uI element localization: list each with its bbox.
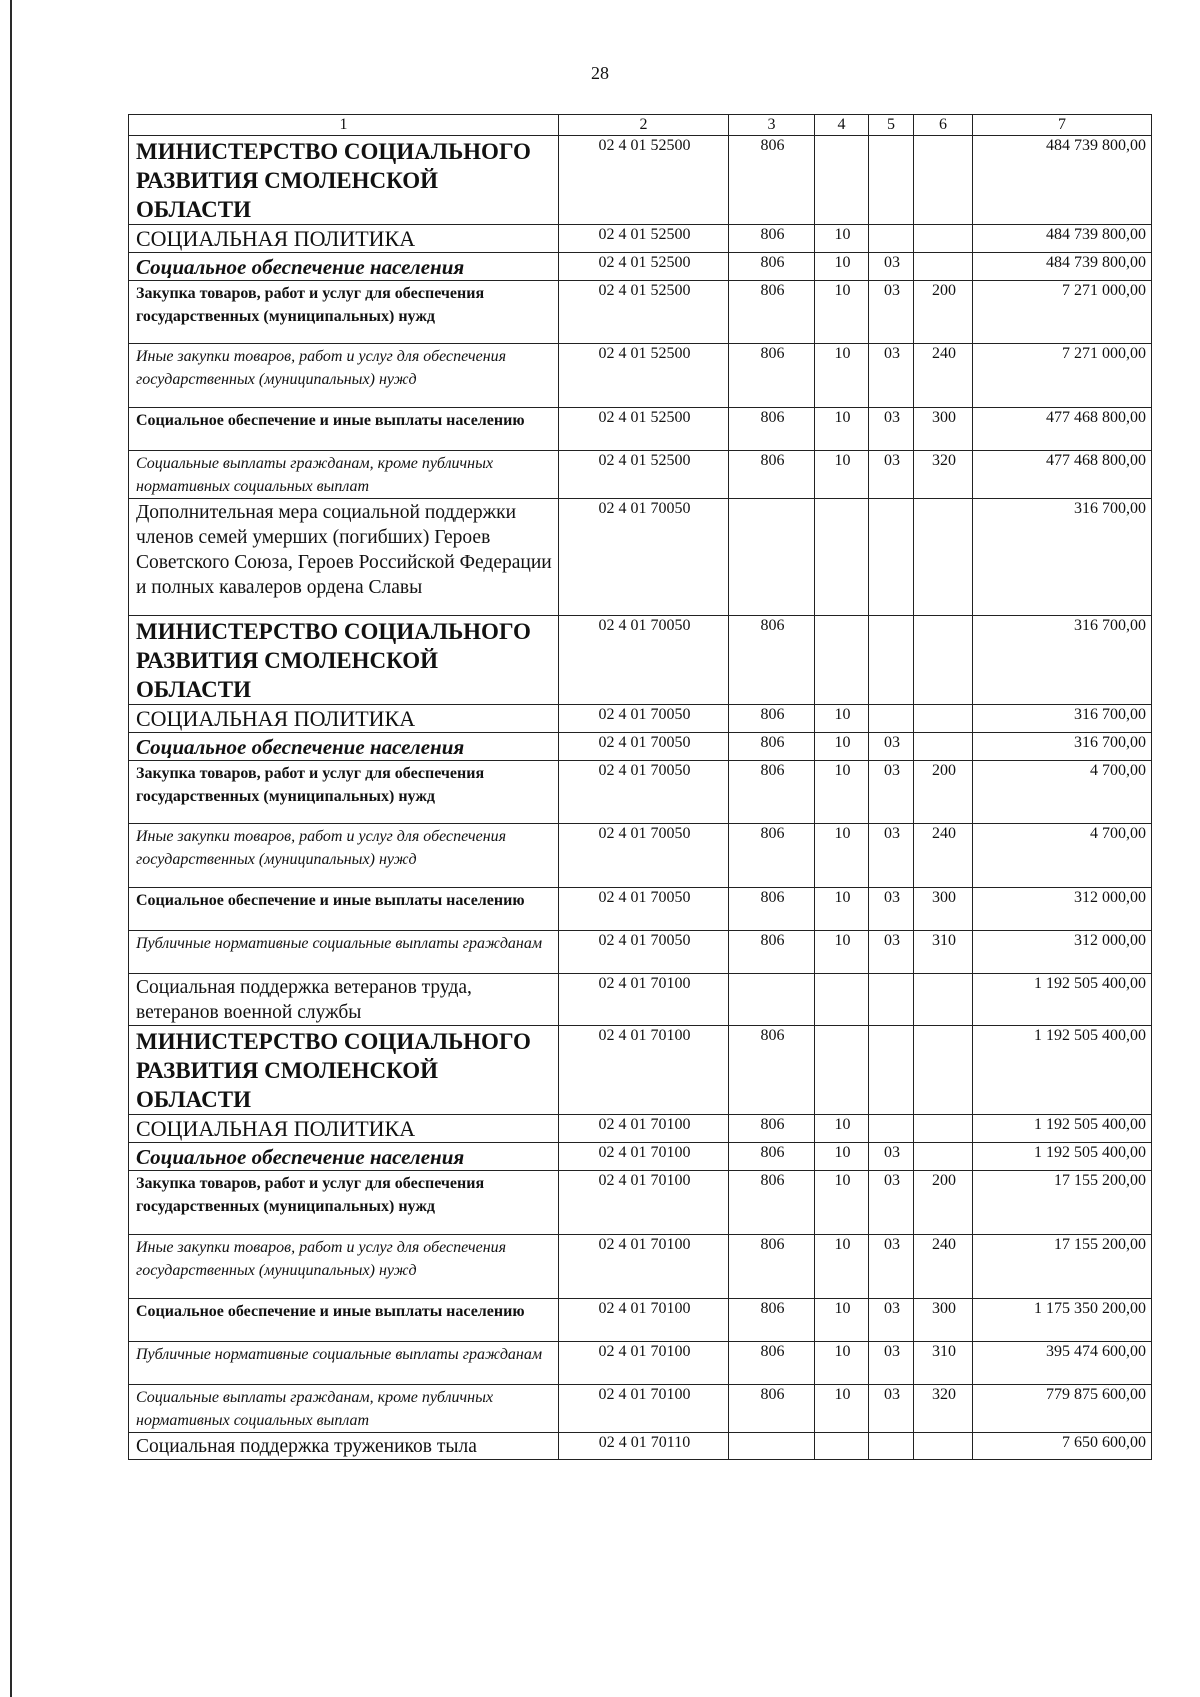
table-row (129, 931, 1152, 974)
row-section-cell: 10 (815, 733, 869, 761)
row-section-cell: 10 (815, 1385, 869, 1433)
row-expense-type-cell: 240 (914, 1235, 973, 1299)
row-subsection-cell (869, 1026, 914, 1115)
row-name-cell (129, 1235, 559, 1299)
table-row (129, 499, 1152, 616)
row-amount-cell: 17 155 200,00 (973, 1171, 1152, 1235)
table-row (129, 705, 1152, 733)
row-name-text: МИНИСТЕРСТВО СОЦИАЛЬНОГО РАЗВИТИЯ СМОЛЕНСКОЙ ОБЛАСТИ (136, 1029, 531, 1112)
row-section-cell: 10 (815, 451, 869, 499)
row-name-cell (129, 499, 559, 616)
header-row (129, 115, 1152, 136)
row-subsection-cell (869, 499, 914, 616)
row-subsection-cell: 03 (869, 451, 914, 499)
row-name-text: Социальная поддержка ветеранов труда, ветеранов военной службы (136, 977, 472, 1023)
row-section-cell (815, 1433, 869, 1460)
row-expense-type-cell: 240 (914, 344, 973, 408)
row-expense-type-cell: 320 (914, 451, 973, 499)
row-ministry-code-cell: 806 (729, 733, 815, 761)
row-name-cell (129, 705, 559, 733)
row-name-cell (129, 974, 559, 1026)
row-amount-cell: 7 271 000,00 (973, 344, 1152, 408)
row-target-code-cell: 02 4 01 70050 (559, 824, 729, 888)
row-name-cell (129, 1171, 559, 1235)
row-target-code-cell: 02 4 01 52500 (559, 408, 729, 451)
table-row (129, 451, 1152, 499)
table-row (129, 136, 1152, 225)
row-ministry-code-cell: 806 (729, 1342, 815, 1385)
row-expense-type-cell (914, 733, 973, 761)
row-ministry-code-cell (729, 974, 815, 1026)
row-amount-cell: 316 700,00 (973, 705, 1152, 733)
row-name-text: Социальное обеспечение и иные выплаты населению (136, 892, 525, 909)
row-expense-type-cell: 320 (914, 1385, 973, 1433)
row-ministry-code-cell: 806 (729, 1299, 815, 1342)
row-section-cell: 10 (815, 1235, 869, 1299)
row-section-cell: 10 (815, 1171, 869, 1235)
row-ministry-code-cell: 806 (729, 1026, 815, 1115)
row-ministry-code-cell: 806 (729, 344, 815, 408)
row-subsection-cell: 03 (869, 931, 914, 974)
row-section-cell: 10 (815, 761, 869, 824)
row-expense-type-cell (914, 1026, 973, 1115)
row-section-cell (815, 136, 869, 225)
row-amount-cell: 477 468 800,00 (973, 451, 1152, 499)
row-name-text: Дополнительная мера социальной поддержки членов семей умерших (погибших) Героев Советского Союза, Героев Российской Федерации и полных кавалеров ордена Славы (136, 502, 552, 598)
row-subsection-cell (869, 1115, 914, 1143)
row-target-code-cell: 02 4 01 70100 (559, 1115, 729, 1143)
column-header-2: 2 (559, 115, 729, 136)
row-expense-type-cell (914, 974, 973, 1026)
row-section-cell (815, 499, 869, 616)
table-header (129, 115, 1152, 136)
row-amount-cell: 7 271 000,00 (973, 281, 1152, 344)
row-name-text: Иные закупки товаров, работ и услуг для обеспечения государственных (муниципальных) нужд (136, 348, 507, 388)
row-expense-type-cell (914, 616, 973, 705)
row-ministry-code-cell: 806 (729, 136, 815, 225)
row-amount-cell: 1 175 350 200,00 (973, 1299, 1152, 1342)
row-expense-type-cell (914, 136, 973, 225)
row-amount-cell: 312 000,00 (973, 888, 1152, 931)
column-header-3: 3 (729, 115, 815, 136)
row-target-code-cell: 02 4 01 70100 (559, 1026, 729, 1115)
row-name-text: Социальное обеспечение населения (136, 1145, 465, 1169)
row-name-cell (129, 253, 559, 281)
row-subsection-cell (869, 1433, 914, 1460)
row-subsection-cell: 03 (869, 733, 914, 761)
table-row (129, 1026, 1152, 1115)
row-target-code-cell: 02 4 01 70050 (559, 499, 729, 616)
row-expense-type-cell (914, 253, 973, 281)
row-expense-type-cell: 310 (914, 1342, 973, 1385)
row-amount-cell: 316 700,00 (973, 499, 1152, 616)
row-name-text: СОЦИАЛЬНАЯ ПОЛИТИКА (136, 1116, 416, 1141)
row-subsection-cell (869, 225, 914, 253)
row-ministry-code-cell: 806 (729, 408, 815, 451)
row-name-cell (129, 824, 559, 888)
row-target-code-cell: 02 4 01 52500 (559, 344, 729, 408)
table-row (129, 616, 1152, 705)
row-target-code-cell: 02 4 01 70100 (559, 1299, 729, 1342)
row-name-text: Социальные выплаты гражданам, кроме публичных нормативных социальных выплат (136, 455, 494, 495)
row-ministry-code-cell: 806 (729, 888, 815, 931)
row-section-cell: 10 (815, 1115, 869, 1143)
row-subsection-cell: 03 (869, 761, 914, 824)
row-subsection-cell: 03 (869, 408, 914, 451)
row-amount-cell: 1 192 505 400,00 (973, 1143, 1152, 1171)
table-row (129, 225, 1152, 253)
row-section-cell: 10 (815, 1342, 869, 1385)
row-name-cell (129, 761, 559, 824)
row-amount-cell: 484 739 800,00 (973, 136, 1152, 225)
row-amount-cell: 1 192 505 400,00 (973, 1115, 1152, 1143)
table-row (129, 1385, 1152, 1433)
row-section-cell (815, 616, 869, 705)
table-row (129, 733, 1152, 761)
row-ministry-code-cell: 806 (729, 824, 815, 888)
row-target-code-cell: 02 4 01 70050 (559, 888, 729, 931)
row-section-cell: 10 (815, 1143, 869, 1171)
row-expense-type-cell (914, 225, 973, 253)
row-name-cell (129, 616, 559, 705)
table-row (129, 1235, 1152, 1299)
row-subsection-cell: 03 (869, 344, 914, 408)
row-ministry-code-cell: 806 (729, 705, 815, 733)
row-name-text: Публичные нормативные социальные выплаты гражданам (136, 935, 543, 952)
row-name-cell (129, 931, 559, 974)
row-subsection-cell: 03 (869, 824, 914, 888)
column-header-7: 7 (973, 115, 1152, 136)
row-section-cell: 10 (815, 824, 869, 888)
row-section-cell: 10 (815, 931, 869, 974)
table-row (129, 1171, 1152, 1235)
column-header-6: 6 (914, 115, 973, 136)
row-name-cell (129, 1026, 559, 1115)
row-section-cell: 10 (815, 281, 869, 344)
row-name-text: Социальная поддержка тружеников тыла (136, 1436, 477, 1457)
row-amount-cell: 477 468 800,00 (973, 408, 1152, 451)
row-amount-cell: 17 155 200,00 (973, 1235, 1152, 1299)
row-name-text: Социальное обеспечение населения (136, 255, 465, 279)
page-number: 28 (591, 63, 609, 83)
table-row (129, 1143, 1152, 1171)
table-row (129, 1115, 1152, 1143)
row-name-text: Иные закупки товаров, работ и услуг для обеспечения государственных (муниципальных) нужд (136, 828, 507, 868)
row-name-cell (129, 1143, 559, 1171)
row-target-code-cell: 02 4 01 70100 (559, 974, 729, 1026)
row-ministry-code-cell: 806 (729, 451, 815, 499)
row-target-code-cell: 02 4 01 52500 (559, 253, 729, 281)
row-ministry-code-cell: 806 (729, 1235, 815, 1299)
row-amount-cell: 316 700,00 (973, 733, 1152, 761)
row-amount-cell: 4 700,00 (973, 761, 1152, 824)
table-row (129, 974, 1152, 1026)
row-target-code-cell: 02 4 01 70050 (559, 616, 729, 705)
row-target-code-cell: 02 4 01 70100 (559, 1385, 729, 1433)
row-amount-cell: 395 474 600,00 (973, 1342, 1152, 1385)
row-amount-cell: 316 700,00 (973, 616, 1152, 705)
row-target-code-cell: 02 4 01 70050 (559, 761, 729, 824)
table-row (129, 761, 1152, 824)
row-section-cell: 10 (815, 253, 869, 281)
row-subsection-cell: 03 (869, 1235, 914, 1299)
row-target-code-cell: 02 4 01 70100 (559, 1342, 729, 1385)
row-expense-type-cell: 300 (914, 888, 973, 931)
row-section-cell (815, 1026, 869, 1115)
table-body (129, 136, 1152, 1460)
row-ministry-code-cell (729, 499, 815, 616)
row-ministry-code-cell: 806 (729, 761, 815, 824)
row-expense-type-cell: 200 (914, 761, 973, 824)
row-ministry-code-cell: 806 (729, 281, 815, 344)
table-row (129, 1433, 1152, 1460)
row-target-code-cell: 02 4 01 52500 (559, 281, 729, 344)
row-subsection-cell: 03 (869, 1342, 914, 1385)
row-ministry-code-cell (729, 1433, 815, 1460)
row-amount-cell: 312 000,00 (973, 931, 1152, 974)
row-name-text: МИНИСТЕРСТВО СОЦИАЛЬНОГО РАЗВИТИЯ СМОЛЕНСКОЙ ОБЛАСТИ (136, 619, 531, 702)
row-subsection-cell: 03 (869, 1143, 914, 1171)
row-amount-cell: 7 650 600,00 (973, 1433, 1152, 1460)
row-name-cell (129, 281, 559, 344)
row-expense-type-cell: 310 (914, 931, 973, 974)
row-expense-type-cell (914, 1433, 973, 1460)
row-section-cell (815, 974, 869, 1026)
row-ministry-code-cell: 806 (729, 1115, 815, 1143)
row-section-cell: 10 (815, 1299, 869, 1342)
table-row (129, 824, 1152, 888)
row-subsection-cell (869, 705, 914, 733)
table-row (129, 253, 1152, 281)
column-header-1: 1 (129, 115, 559, 136)
row-section-cell: 10 (815, 225, 869, 253)
row-subsection-cell: 03 (869, 1299, 914, 1342)
column-header-4: 4 (815, 115, 869, 136)
row-name-text: Закупка товаров, работ и услуг для обеспечения государственных (муниципальных) нужд (136, 285, 485, 325)
row-name-text: Закупка товаров, работ и услуг для обеспечения государственных (муниципальных) нужд (136, 765, 485, 805)
row-name-cell (129, 344, 559, 408)
row-target-code-cell: 02 4 01 70100 (559, 1171, 729, 1235)
row-subsection-cell: 03 (869, 1385, 914, 1433)
table-row (129, 1342, 1152, 1385)
row-amount-cell: 1 192 505 400,00 (973, 974, 1152, 1026)
row-name-cell (129, 136, 559, 225)
row-expense-type-cell: 240 (914, 824, 973, 888)
row-section-cell: 10 (815, 888, 869, 931)
row-target-code-cell: 02 4 01 70050 (559, 733, 729, 761)
row-target-code-cell: 02 4 01 70050 (559, 705, 729, 733)
row-subsection-cell: 03 (869, 1171, 914, 1235)
row-target-code-cell: 02 4 01 70100 (559, 1143, 729, 1171)
row-expense-type-cell (914, 1143, 973, 1171)
row-name-cell (129, 451, 559, 499)
row-name-cell (129, 225, 559, 253)
row-name-text: Социальное обеспечение населения (136, 735, 465, 759)
row-section-cell: 10 (815, 408, 869, 451)
row-name-cell (129, 888, 559, 931)
row-name-cell (129, 1385, 559, 1433)
row-name-cell (129, 408, 559, 451)
row-name-text: Социальное обеспечение и иные выплаты населению (136, 412, 525, 429)
row-name-cell (129, 1299, 559, 1342)
row-name-cell (129, 1433, 559, 1460)
row-name-text: СОЦИАЛЬНАЯ ПОЛИТИКА (136, 706, 416, 731)
row-subsection-cell: 03 (869, 253, 914, 281)
row-ministry-code-cell: 806 (729, 1143, 815, 1171)
row-section-cell: 10 (815, 705, 869, 733)
table-row (129, 344, 1152, 408)
column-header-5: 5 (869, 115, 914, 136)
row-expense-type-cell (914, 1115, 973, 1143)
row-amount-cell: 4 700,00 (973, 824, 1152, 888)
row-amount-cell: 484 739 800,00 (973, 225, 1152, 253)
row-ministry-code-cell: 806 (729, 1171, 815, 1235)
row-ministry-code-cell: 806 (729, 253, 815, 281)
row-ministry-code-cell: 806 (729, 931, 815, 974)
scan-edge-line (10, 0, 12, 1697)
row-target-code-cell: 02 4 01 52500 (559, 225, 729, 253)
row-expense-type-cell (914, 499, 973, 616)
row-name-text: МИНИСТЕРСТВО СОЦИАЛЬНОГО РАЗВИТИЯ СМОЛЕНСКОЙ ОБЛАСТИ (136, 139, 531, 222)
row-name-text: Закупка товаров, работ и услуг для обеспечения государственных (муниципальных) нужд (136, 1175, 485, 1215)
row-expense-type-cell: 200 (914, 281, 973, 344)
table-row (129, 1299, 1152, 1342)
row-target-code-cell: 02 4 01 52500 (559, 451, 729, 499)
row-name-text: СОЦИАЛЬНАЯ ПОЛИТИКА (136, 226, 416, 251)
table-row (129, 408, 1152, 451)
row-target-code-cell: 02 4 01 70050 (559, 931, 729, 974)
row-ministry-code-cell: 806 (729, 1385, 815, 1433)
row-expense-type-cell (914, 705, 973, 733)
row-section-cell: 10 (815, 344, 869, 408)
row-amount-cell: 1 192 505 400,00 (973, 1026, 1152, 1115)
table-row (129, 281, 1152, 344)
row-subsection-cell (869, 616, 914, 705)
row-subsection-cell (869, 136, 914, 225)
row-expense-type-cell: 300 (914, 1299, 973, 1342)
row-subsection-cell: 03 (869, 888, 914, 931)
row-subsection-cell: 03 (869, 281, 914, 344)
row-name-text: Социальное обеспечение и иные выплаты населению (136, 1303, 525, 1320)
row-name-cell (129, 733, 559, 761)
row-amount-cell: 484 739 800,00 (973, 253, 1152, 281)
row-expense-type-cell: 200 (914, 1171, 973, 1235)
row-name-text: Социальные выплаты гражданам, кроме публичных нормативных социальных выплат (136, 1389, 494, 1429)
row-target-code-cell: 02 4 01 70100 (559, 1235, 729, 1299)
row-subsection-cell (869, 974, 914, 1026)
row-name-text: Иные закупки товаров, работ и услуг для обеспечения государственных (муниципальных) нужд (136, 1239, 507, 1279)
row-ministry-code-cell: 806 (729, 225, 815, 253)
row-name-cell (129, 1115, 559, 1143)
table-row (129, 888, 1152, 931)
row-target-code-cell: 02 4 01 52500 (559, 136, 729, 225)
row-name-cell (129, 1342, 559, 1385)
row-name-text: Публичные нормативные социальные выплаты гражданам (136, 1346, 543, 1363)
budget-table (128, 114, 1152, 1460)
row-ministry-code-cell: 806 (729, 616, 815, 705)
row-expense-type-cell: 300 (914, 408, 973, 451)
row-target-code-cell: 02 4 01 70110 (559, 1433, 729, 1460)
row-amount-cell: 779 875 600,00 (973, 1385, 1152, 1433)
